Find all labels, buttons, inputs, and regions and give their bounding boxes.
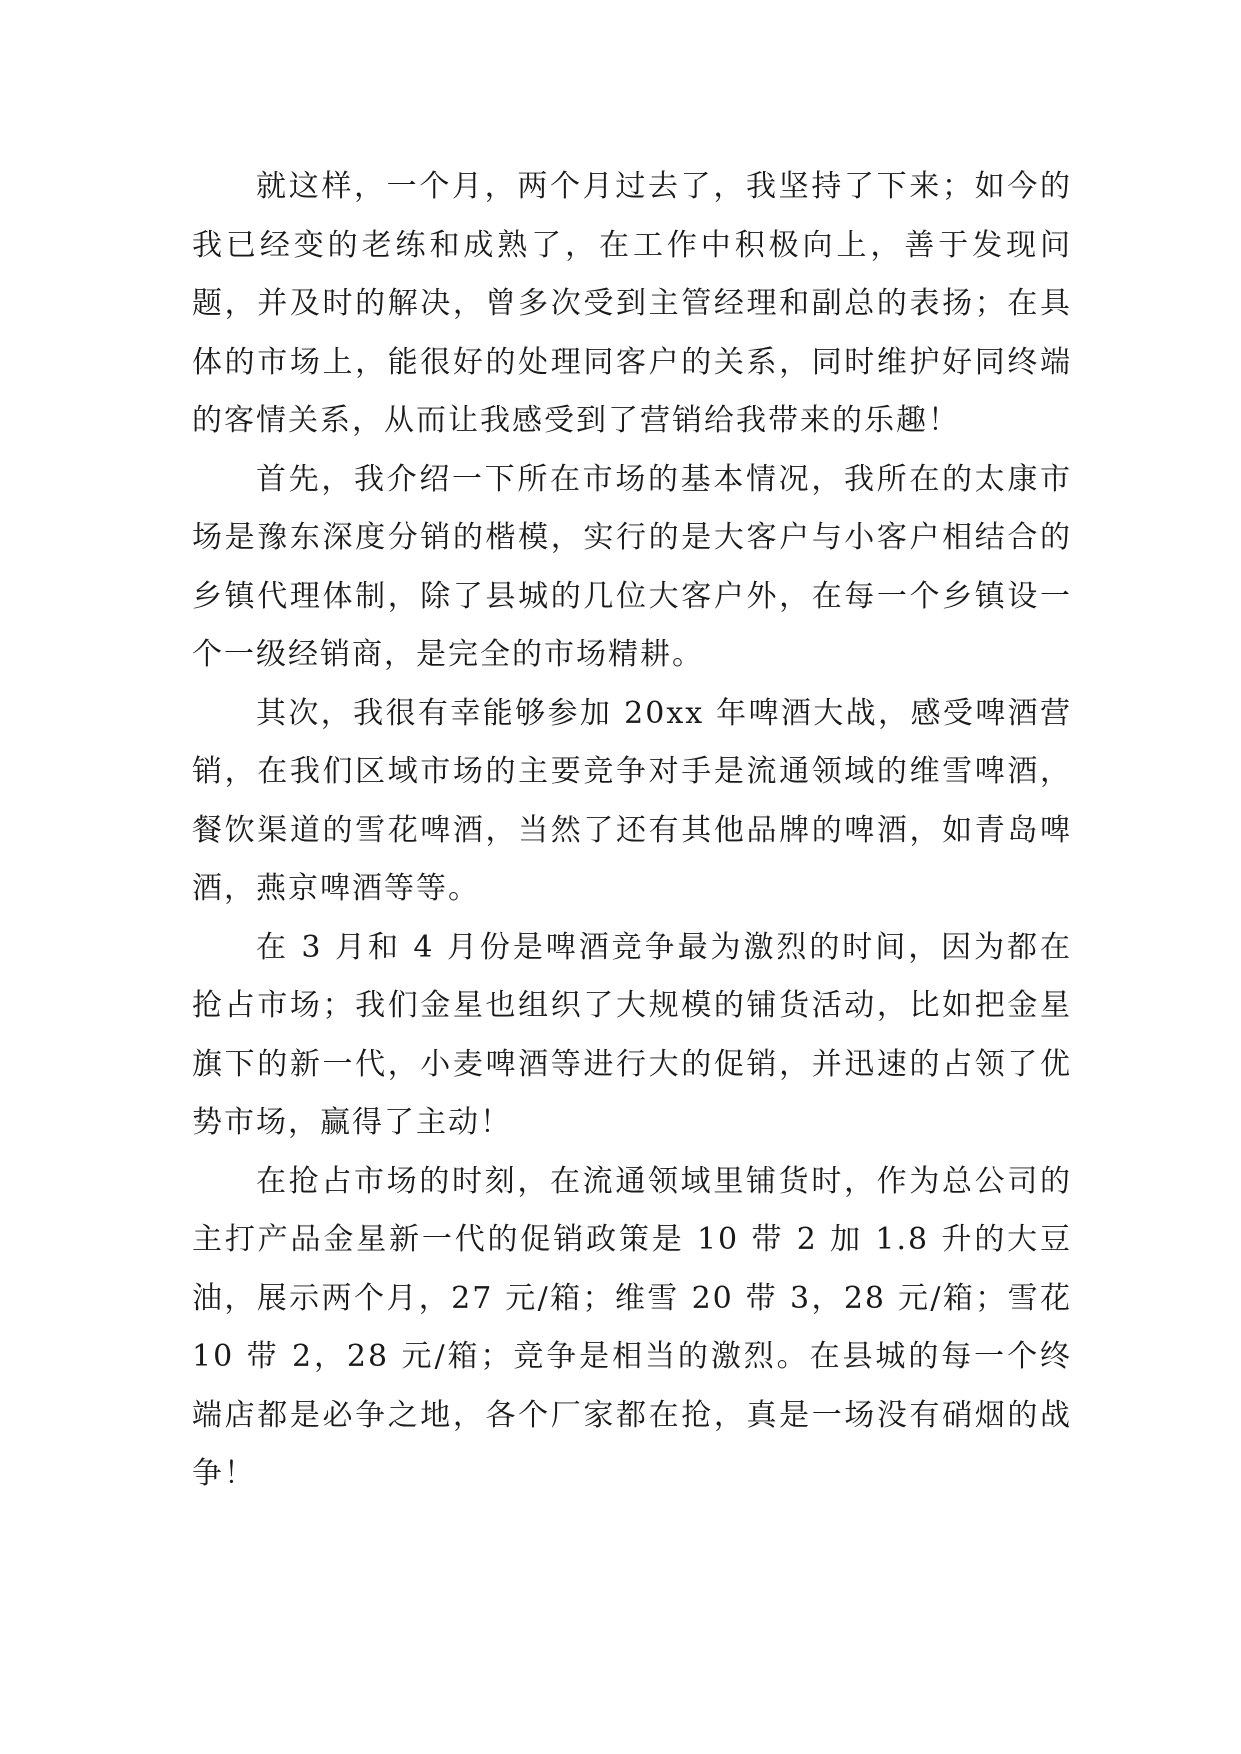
document-body (192, 158, 1072, 1504)
paragraph-3: 其次，我很有幸能够参加 20xx 年啤酒大战，感受啤酒营销，在我们区域市场的主要竞争对手是流通领域的维雪啤酒，餐饮渠道的雪花啤酒，当然了还有其他品牌的啤酒，如青岛啤酒，燕京啤酒等等。 (192, 695, 1072, 906)
paragraph-5: 在抢占市场的时刻，在流通领域里铺货时，作为总公司的主打产品金星新一代的促销政策是 10 带 2 加 1.8 升的大豆油，展示两个月，27 元/箱；维雪 20 带 3，28 元/箱；雪花 10 带 2，28 元/箱；竞争是相当的激烈。在县城的每一个终端店都是必争之地，各个厂家都在抢，真是一场没有硝烟的战争！ (192, 1163, 1072, 1491)
paragraph-4: 在 3 月和 4 月份是啤酒竞争最为激烈的时间，因为都在抢占市场；我们金星也组织了大规模的铺货活动，比如把金星旗下的新一代，小麦啤酒等进行大的促销，并迅速的占领了优势市场，赢得了主动！ (192, 929, 1072, 1140)
paragraph-1: 就这样，一个月，两个月过去了，我坚持了下来；如今的我已经变的老练和成熟了，在工作中积极向上，善于发现问题，并及时的解决，曾多次受到主管经理和副总的表扬；在具体的市场上，能很好的处理同客户的关系，同时维护好同终端的客情关系，从而让我感受到了营销给我带来的乐趣！ (192, 169, 1072, 438)
paragraph-2: 首先，我介绍一下所在市场的基本情况，我所在的太康市场是豫东深度分销的楷模，实行的是大客户与小客户相结合的乡镇代理体制，除了县城的几位大客户外，在每一个乡镇设一个一级经销商，是完全的市场精耕。 (192, 461, 1072, 672)
